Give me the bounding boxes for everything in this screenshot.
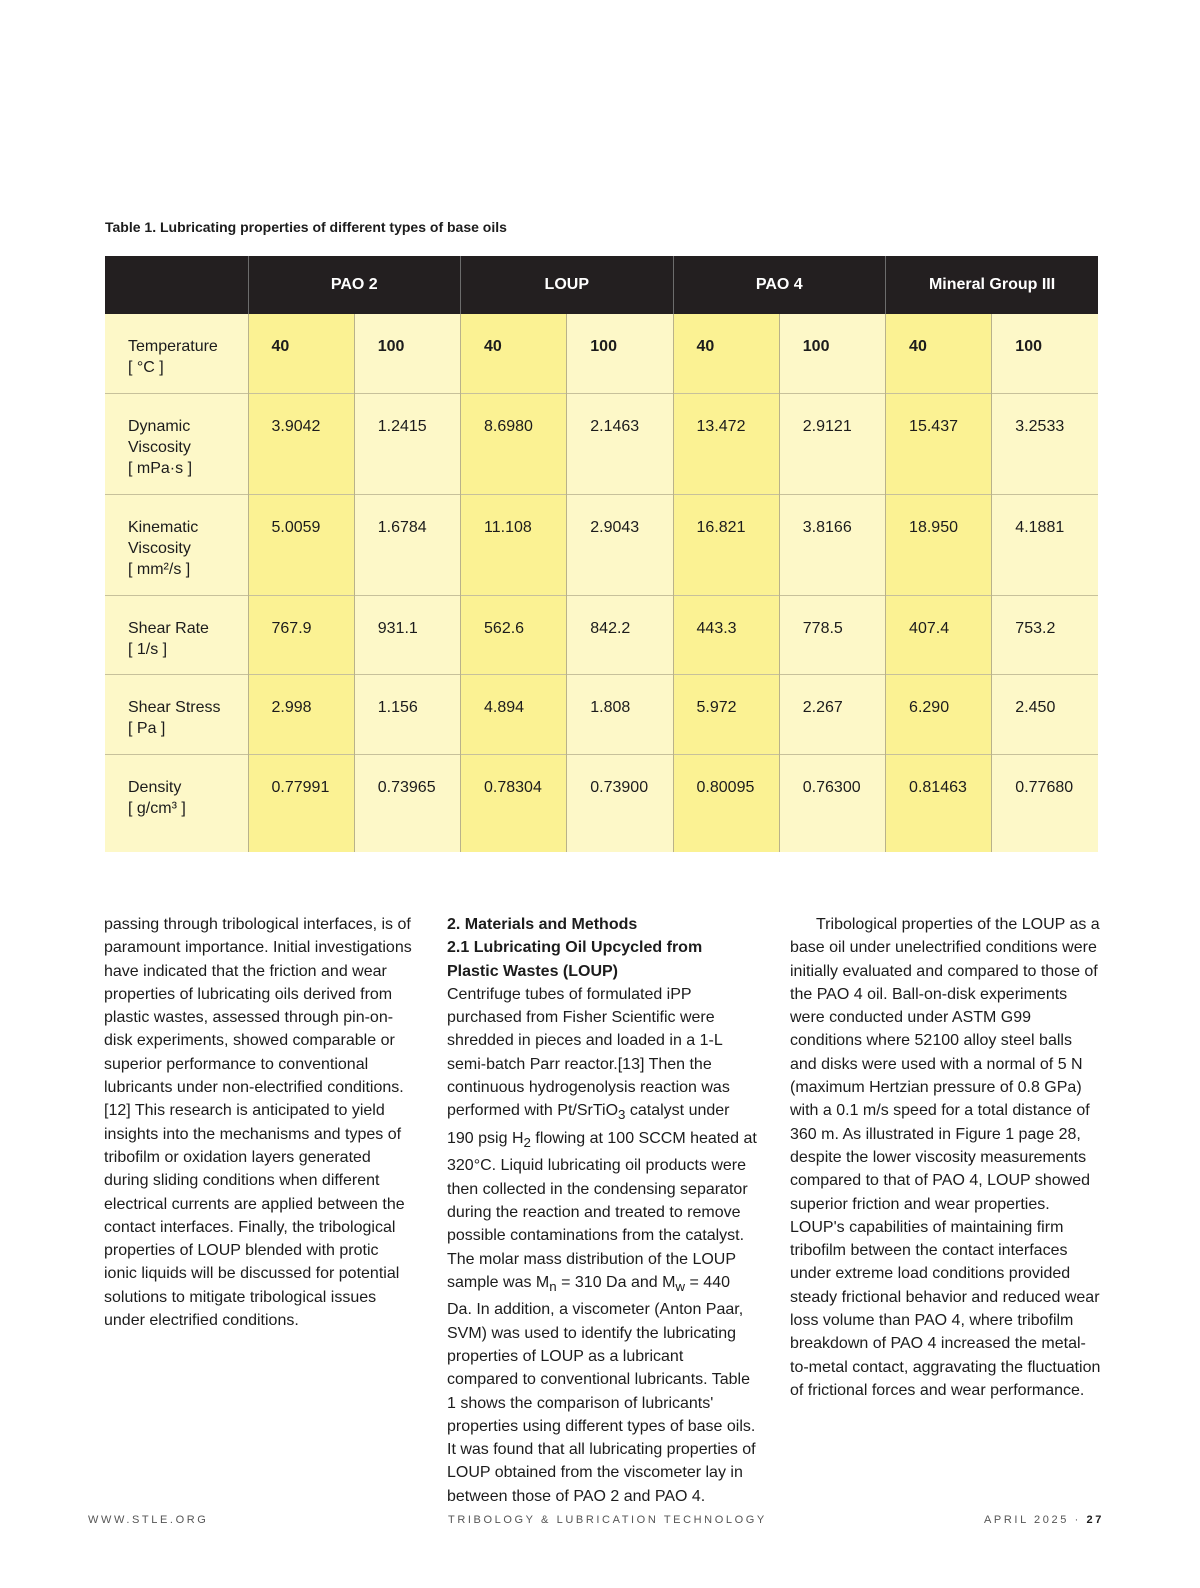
table-cell: 2.267 [779, 674, 885, 754]
table-row [105, 494, 1098, 595]
table-cell: 407.4 [886, 595, 992, 674]
body-paragraph: Tribological properties of the LOUP as a base oil under unelectrified conditions were initially evaluated and compared to those of the PAO 4 oil. Ball-on-disk experiments were conducted under ASTM G99 conditions where 52100 alloy steel balls and disks were used with a normal of 5 N (maximum Hertzian pressure of 0.8 GPa) with a 0.1 m/s speed for a total distance of 360 m. As illustrated in Figure 1 page 28, despite the lower viscosity measurements compared to that of PAO 4, LOUP showed superior friction and wear properties. LOUP's capabilities of maintaining firm tribofilm between the contact interfaces under extreme load conditions provided steady frictional behavior and reduced wear loss volume than PAO 4, where tribofilm breakdown of PAO 4 increased the metal-to-metal contact, aggravating the fluctuation of frictional forces and wear performance. [790, 916, 1101, 1399]
table-cell: 0.73900 [567, 754, 673, 852]
table-row [105, 754, 1098, 852]
table-cell: 40 [673, 314, 779, 393]
table-cell: 13.472 [673, 393, 779, 494]
row-label: Dynamic Viscosity [ mPa·s ] [105, 393, 248, 494]
table-cell: 0.77680 [992, 754, 1098, 852]
header-group: PAO 4 [673, 256, 886, 314]
table-cell: 0.73965 [354, 754, 460, 852]
body-column-middle [447, 913, 758, 1508]
subsection-heading: 2.1 Lubricating Oil Upcycled from Plastic Wastes (LOUP) [447, 939, 703, 980]
row-label: Temperature [ °C ] [105, 314, 248, 393]
table-cell: 753.2 [992, 595, 1098, 674]
body-column-right [790, 913, 1101, 1402]
table-row [105, 314, 1098, 393]
body-paragraph: Centrifuge tubes of formulated iPP purchased from Fisher Scientific were shredded in pieces and loaded in a 1-L semi-batch Parr reactor.[13] Then the continuous hydrogenolysis reaction was performed with Pt/SrTiO$_3$ catalyst under 190 psig $H_2$ flowing at 100 SCCM heated at 320°C. Liquid lubricating oil products were then collected in the condensing separator during the reaction and treated to remove possible contaminations from the catalyst. The molar mass distribution of the LOUP sample was $M_n = 310$ Da and $M_w = 440$ Da. In addition, a viscometer (Anton Paar, SVM) was used to identify the lubricating properties of LOUP as a lubricant compared to conventional lubricants. Table 1 shows the comparison of lubricants' properties using different types of base oils. It was found that all lubricating properties of LOUP obtained from the viscometer lay in between those of PAO 2 and PAO 4. [447, 985, 757, 1505]
table-cell: 1.808 [567, 674, 673, 754]
table-cell: 40 [461, 314, 567, 393]
row-label: Shear Rate [ 1/s ] [105, 595, 248, 674]
footer-date-page: APRIL 2025 · 27 [984, 1514, 1104, 1526]
footer-publication: TRIBOLOGY & LUBRICATION TECHNOLOGY [448, 1514, 767, 1526]
table-cell: 16.821 [673, 494, 779, 595]
table-cell: 778.5 [779, 595, 885, 674]
table-cell: 931.1 [354, 595, 460, 674]
header-blank [105, 256, 248, 314]
table-row [105, 393, 1098, 494]
table-cell: 40 [886, 314, 992, 393]
table-cell: 842.2 [567, 595, 673, 674]
table-row [105, 674, 1098, 754]
table-cell: 6.290 [886, 674, 992, 754]
table-header-row [105, 256, 1098, 314]
table-cell: 0.77991 [248, 754, 354, 852]
table-cell: 1.156 [354, 674, 460, 754]
table-cell: 5.0059 [248, 494, 354, 595]
footer-website: WWW.STLE.ORG [88, 1514, 209, 1526]
row-label: Kinematic Viscosity [ mm²/s ] [105, 494, 248, 595]
table-cell: 100 [354, 314, 460, 393]
table-cell: 2.9121 [779, 393, 885, 494]
table-cell: 5.972 [673, 674, 779, 754]
table-cell: 3.8166 [779, 494, 885, 595]
table-cell: 2.9043 [567, 494, 673, 595]
table-cell: 1.2415 [354, 393, 460, 494]
page-number: 27 [1086, 1514, 1104, 1526]
table-row [105, 595, 1098, 674]
table-cell: 0.76300 [779, 754, 885, 852]
table-cell: 2.450 [992, 674, 1098, 754]
row-label: Density [ g/cm³ ] [105, 754, 248, 852]
header-group: PAO 2 [248, 256, 461, 314]
table-cell: 2.998 [248, 674, 354, 754]
header-group: LOUP [461, 256, 674, 314]
table-cell: 4.894 [461, 674, 567, 754]
table-cell: 15.437 [886, 393, 992, 494]
table-cell: 2.1463 [567, 393, 673, 494]
table-cell: 0.81463 [886, 754, 992, 852]
table-cell: 1.6784 [354, 494, 460, 595]
base-oil-properties-table [105, 256, 1098, 852]
table-cell: 3.2533 [992, 393, 1098, 494]
table-cell: 0.78304 [461, 754, 567, 852]
table-cell: 767.9 [248, 595, 354, 674]
table-cell: 11.108 [461, 494, 567, 595]
table-cell: 100 [992, 314, 1098, 393]
table-cell: 0.80095 [673, 754, 779, 852]
section-heading: 2. Materials and Methods [447, 916, 638, 933]
table-cell: 443.3 [673, 595, 779, 674]
body-paragraph: passing through tribological interfaces, is of paramount importance. Initial investigations have indicated that the friction and wear properties of lubricating oils derived from plastic wastes, assessed through pin-on-disk experiments, showed comparable or superior performance to conventional lubricants under non-electrified conditions.[12] This research is anticipated to yield insights into the mechanisms and types of tribofilm or oxidation layers generated during sliding conditions when different electrical currents are applied between the contact interfaces. Finally, the tribological properties of LOUP blended with protic ionic liquids will be discussed for potential solutions to mitigate tribological issues under electrified conditions. [104, 916, 412, 1330]
table-cell: 4.1881 [992, 494, 1098, 595]
table-cell: 18.950 [886, 494, 992, 595]
row-label: Shear Stress [ Pa ] [105, 674, 248, 754]
table-caption: Table 1. Lubricating properties of different types of base oils [105, 219, 507, 235]
header-group: Mineral Group III [886, 256, 1099, 314]
table-cell: 100 [779, 314, 885, 393]
body-column-left [104, 913, 415, 1332]
table-cell: 40 [248, 314, 354, 393]
table-cell: 562.6 [461, 595, 567, 674]
table-cell: 100 [567, 314, 673, 393]
table-cell: 8.6980 [461, 393, 567, 494]
table-cell: 3.9042 [248, 393, 354, 494]
